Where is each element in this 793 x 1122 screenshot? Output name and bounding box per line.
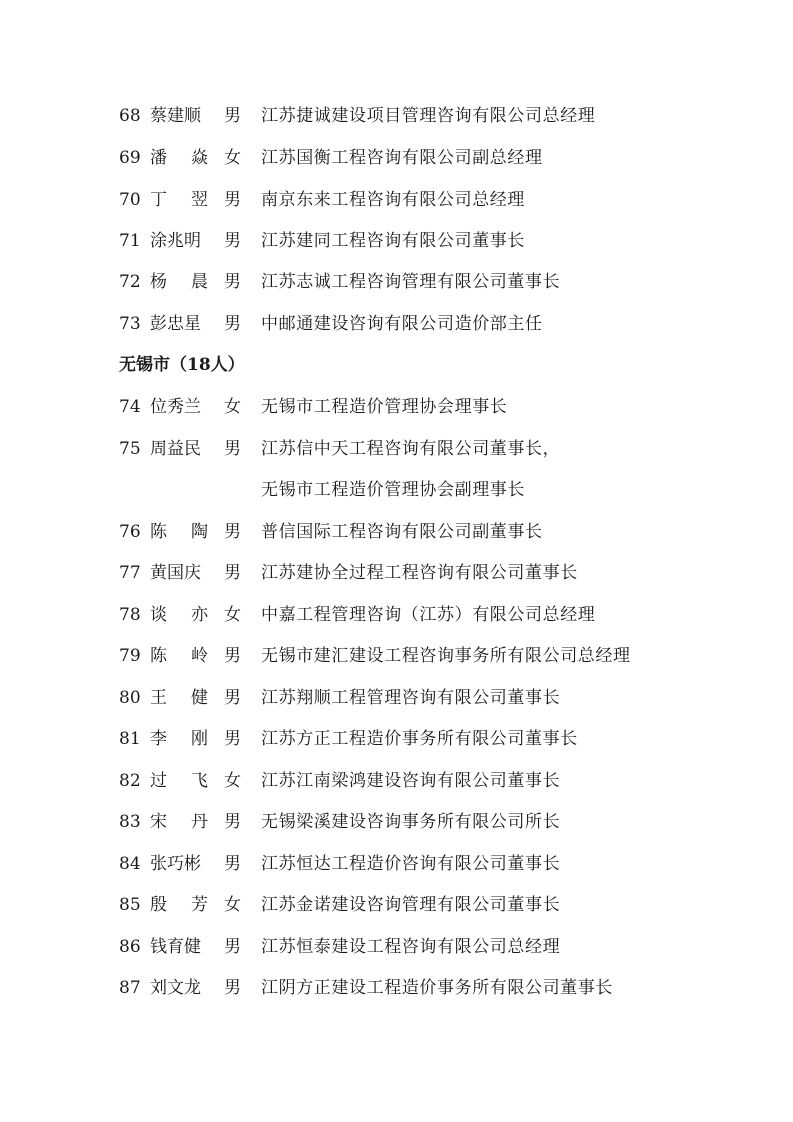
entry-gender: 男 <box>224 812 241 832</box>
entry-gender: 女 <box>224 605 241 625</box>
entry-gender: 男 <box>224 106 241 126</box>
entry-gender: 男 <box>224 688 241 708</box>
entry-name: 宋 丹 <box>150 807 208 837</box>
entry-gender: 男 <box>224 854 241 874</box>
entry-name: 刘文龙 <box>150 978 201 998</box>
entry-title: 中邮通建设咨询有限公司造价部主任 <box>261 314 543 334</box>
entry-name: 王 健 <box>150 683 208 713</box>
entry-gender: 男 <box>224 522 241 542</box>
entry-number: 70 <box>119 190 141 210</box>
entry-name: 过 飞 <box>150 766 208 796</box>
entry-number: 71 <box>119 231 141 251</box>
entry-name: 李 刚 <box>150 724 208 754</box>
entry-title: 江苏信中天工程咨询有限公司董事长， <box>261 439 561 459</box>
entry-name: 位秀兰 <box>150 397 201 417</box>
entry-name-part: 健 <box>191 688 208 708</box>
entry-name-part: 丹 <box>191 812 208 832</box>
entry-name: 蔡建顺 <box>150 106 201 126</box>
entry-number: 85 <box>119 895 141 915</box>
entry-name: 钱育健 <box>150 937 201 957</box>
entry-number: 80 <box>119 688 141 708</box>
entry-number: 74 <box>119 397 141 417</box>
entry-number: 82 <box>119 771 141 791</box>
entry-title: 江苏建同工程咨询有限公司董事长 <box>261 231 525 251</box>
entry-title: 普信国际工程咨询有限公司副董事长 <box>261 522 543 542</box>
entry-title: 中嘉工程管理咨询（江苏）有限公司总经理 <box>261 605 596 625</box>
entry-title: 江阴方正建设工程造价事务所有限公司董事长 <box>261 978 613 998</box>
entry-name-part: 晨 <box>191 272 208 292</box>
entry-number: 87 <box>119 978 141 998</box>
entry-title: 江苏翔顺工程管理咨询有限公司董事长 <box>261 688 561 708</box>
entry-name: 陈 岭 <box>150 641 208 671</box>
entry-number: 72 <box>119 272 141 292</box>
entry-name: 殷 芳 <box>150 890 208 920</box>
entry-number: 83 <box>119 812 141 832</box>
entry-number: 69 <box>119 148 141 168</box>
section-heading: 无锡市（18人） <box>119 355 245 375</box>
entry-name: 周益民 <box>150 439 201 459</box>
entry-gender: 女 <box>224 397 241 417</box>
entry-number: 73 <box>119 314 141 334</box>
entry-gender: 男 <box>224 646 241 666</box>
entry-title: 江苏国衡工程咨询有限公司副总经理 <box>261 148 543 168</box>
entry-title: 江苏方正工程造价事务所有限公司董事长 <box>261 729 578 749</box>
entry-name-part: 飞 <box>191 771 208 791</box>
entry-name-part: 芳 <box>191 895 208 915</box>
entry-title: 江苏建协全过程工程咨询有限公司董事长 <box>261 563 578 583</box>
entry-name: 黄国庆 <box>150 563 201 583</box>
entry-gender: 女 <box>224 771 241 791</box>
entry-gender: 男 <box>224 978 241 998</box>
entry-name-part: 亦 <box>191 605 208 625</box>
entry-name: 潘 焱 <box>150 143 208 173</box>
entry-number: 76 <box>119 522 141 542</box>
entry-gender: 女 <box>224 148 241 168</box>
entry-gender: 男 <box>224 563 241 583</box>
entry-name-part: 翌 <box>191 190 208 210</box>
entry-name: 杨 晨 <box>150 267 208 297</box>
entry-name-part: 岭 <box>191 646 208 666</box>
entry-name: 谈 亦 <box>150 600 208 630</box>
entry-name: 丁 翌 <box>150 185 208 215</box>
entry-number: 79 <box>119 646 141 666</box>
entry-gender: 男 <box>224 937 241 957</box>
entry-title: 无锡市工程造价管理协会理事长 <box>261 397 508 417</box>
entry-name: 涂兆明 <box>150 231 201 251</box>
entry-gender: 男 <box>224 729 241 749</box>
entry-name: 张巧彬 <box>150 854 201 874</box>
entry-title: 南京东来工程咨询有限公司总经理 <box>261 190 525 210</box>
entry-title: 江苏金诺建设咨询管理有限公司董事长 <box>261 895 561 915</box>
entry-name: 陈 陶 <box>150 517 208 547</box>
entry-name-part: 刚 <box>191 729 208 749</box>
entry-gender: 男 <box>224 231 241 251</box>
entry-title: 江苏捷诚建设项目管理咨询有限公司总经理 <box>261 106 596 126</box>
entry-gender: 男 <box>224 314 241 334</box>
entry-title: 江苏恒泰建设工程咨询有限公司总经理 <box>261 937 561 957</box>
entry-gender: 男 <box>224 272 241 292</box>
entry-number: 78 <box>119 605 141 625</box>
entry-title: 无锡梁溪建设咨询事务所有限公司所长 <box>261 812 561 832</box>
entry-gender: 女 <box>224 895 241 915</box>
entry-gender: 男 <box>224 190 241 210</box>
entry-title: 江苏志诚工程咨询管理有限公司董事长 <box>261 272 561 292</box>
entry-name-part: 焱 <box>191 148 208 168</box>
entry-number: 84 <box>119 854 141 874</box>
entry-number: 86 <box>119 937 141 957</box>
entry-title-continuation: 无锡市工程造价管理协会副理事长 <box>261 480 525 500</box>
entry-number: 77 <box>119 563 141 583</box>
entry-title: 江苏恒达工程造价咨询有限公司董事长 <box>261 854 561 874</box>
entry-number: 81 <box>119 729 141 749</box>
entry-number: 68 <box>119 106 141 126</box>
entry-title: 无锡市建汇建设工程咨询事务所有限公司总经理 <box>261 646 631 666</box>
entry-name: 彭忠星 <box>150 314 201 334</box>
entry-number: 75 <box>119 439 141 459</box>
entry-title: 江苏江南梁鸿建设咨询有限公司董事长 <box>261 771 561 791</box>
entry-gender: 男 <box>224 439 241 459</box>
entry-name-part: 陶 <box>191 522 208 542</box>
